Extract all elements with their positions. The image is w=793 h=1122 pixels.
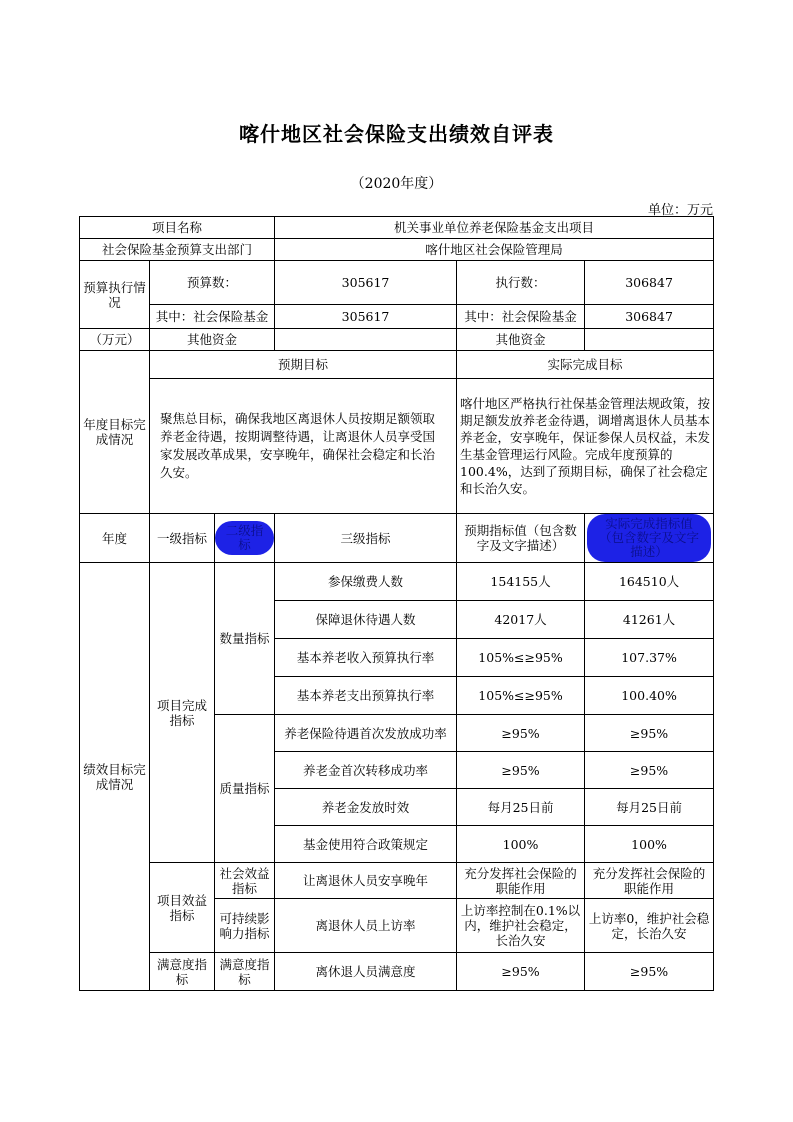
level3-header: 三级指标 (275, 514, 457, 563)
report-year: （2020年度） (350, 176, 443, 192)
sustainability-label: 可持续影响力指标 (215, 899, 275, 953)
budget-value: 305617 (275, 261, 457, 305)
table-row (80, 563, 714, 601)
fund-budget: 305617 (275, 305, 457, 329)
fund-exec-label: 其中：社会保险基金 (457, 305, 585, 329)
budget-section-label: 预算执行情况 (80, 261, 150, 329)
indicator-name: 离休退人员满意度 (275, 953, 457, 991)
indicator-expected: ≥95% (457, 715, 585, 752)
other-funds-label: 其他资金 (150, 329, 275, 351)
indicator-name: 养老保险待遇首次发放成功率 (275, 715, 457, 752)
quantity-indicator-label: 数量指标 (215, 563, 275, 715)
indicator-expected: ≥95% (457, 953, 585, 991)
indicator-actual: 上访率0，维护社会稳定，长治久安 (585, 899, 714, 953)
goals-section-label: 年度目标完成情况 (80, 351, 150, 514)
social-benefit-label: 社会效益指标 (215, 863, 275, 899)
indicator-actual: 41261人 (585, 601, 714, 639)
expected-goal-header: 预期目标 (150, 351, 457, 379)
expected-goal-text: 聚焦总目标，确保我地区离退休人员按期足额领取养老金待遇，按期调整待遇，让离退休人员享受国家发展改革成果，安享晚年，确保社会稳定和长治久安。 (150, 379, 457, 514)
indicator-name: 基本养老支出预算执行率 (275, 677, 457, 715)
expected-value-header: 预期指标值（包含数字及文字描述） (457, 514, 585, 563)
performance-section-label: 绩效目标完成情况 (80, 563, 150, 991)
indicator-actual: 107.37% (585, 639, 714, 677)
indicator-expected: 上访率控制在0.1%以内，维护社会稳定，长治久安 (457, 899, 585, 953)
indicator-actual: 100.40% (585, 677, 714, 715)
indicator-actual: 164510人 (585, 563, 714, 601)
indicator-name: 离退休人员上访率 (275, 899, 457, 953)
fund-exec: 306847 (585, 305, 714, 329)
indicator-name: 参保缴费人数 (275, 563, 457, 601)
fund-label: 其中：社会保险基金 (150, 305, 275, 329)
indicator-actual: ≥95% (585, 715, 714, 752)
indicator-expected: 105%≤≥95% (457, 639, 585, 677)
indicator-actual: ≥95% (585, 752, 714, 789)
indicator-expected: 105%≤≥95% (457, 677, 585, 715)
indicator-actual: ≥95% (585, 953, 714, 991)
indicator-actual: 100% (585, 826, 714, 863)
indicator-expected: 100% (457, 826, 585, 863)
indicator-expected: ≥95% (457, 752, 585, 789)
indicator-expected: 42017人 (457, 601, 585, 639)
exec-label: 执行数： (457, 261, 585, 305)
indicator-name: 养老金首次转移成功率 (275, 752, 457, 789)
budget-unit-label: （万元） (80, 329, 150, 351)
level1-header: 一级指标 (150, 514, 215, 563)
level2-header: 二级指标 (215, 521, 274, 555)
page-title: 喀什地区社会保险支出绩效自评表 (239, 122, 554, 146)
indicator-expected: 154155人 (457, 563, 585, 601)
indicator-actual: 充分发挥社会保险的职能作用 (585, 863, 714, 899)
quality-indicator-label: 质量指标 (215, 715, 275, 863)
dept-value: 喀什地区社会保险管理局 (275, 239, 714, 261)
indicator-name: 保障退休待遇人数 (275, 601, 457, 639)
evaluation-table (79, 216, 714, 991)
benefit-indicator-label: 项目效益指标 (150, 863, 215, 953)
indicator-name: 基金使用符合政策规定 (275, 826, 457, 863)
table-row (80, 953, 714, 991)
project-name-label: 项目名称 (80, 217, 275, 239)
project-name-value: 机关事业单位养老保险基金支出项目 (275, 217, 714, 239)
actual-goal-header: 实际完成目标 (457, 351, 714, 379)
other-funds-value (275, 329, 457, 351)
indicator-expected: 每月25日前 (457, 789, 585, 826)
exec-value: 306847 (585, 261, 714, 305)
satisfaction-level1-label: 满意度指标 (150, 953, 215, 991)
indicator-name: 让离退休人员安享晚年 (275, 863, 457, 899)
indicator-actual: 每月25日前 (585, 789, 714, 826)
indicator-expected: 充分发挥社会保险的职能作用 (457, 863, 585, 899)
indicator-name: 基本养老收入预算执行率 (275, 639, 457, 677)
table-row (80, 863, 714, 899)
other-funds-exec-label: 其他资金 (457, 329, 585, 351)
indicator-name: 养老金发放时效 (275, 789, 457, 826)
satisfaction-level2-label: 满意度指标 (215, 953, 275, 991)
completion-indicator-label: 项目完成指标 (150, 563, 215, 863)
other-funds-exec (585, 329, 714, 351)
actual-value-header: 实际完成指标值（包含数字及文字描述） (587, 514, 711, 562)
actual-goal-text: 喀什地区严格执行社保基金管理法规政策，按期足额发放养老金待遇，调增离退休人员基本养老金，安享晚年，保证参保人员权益，未发生基金管理运行风险。完成年度预算的100.4%，达到了预期目标，确保了社会稳定和长治久安。 (457, 379, 714, 514)
unit-label: 单位：万元 (647, 203, 713, 218)
dept-label: 社会保险基金预算支出部门 (80, 239, 275, 261)
budget-label: 预算数： (150, 261, 275, 305)
indicator-year-header: 年度 (80, 514, 150, 563)
